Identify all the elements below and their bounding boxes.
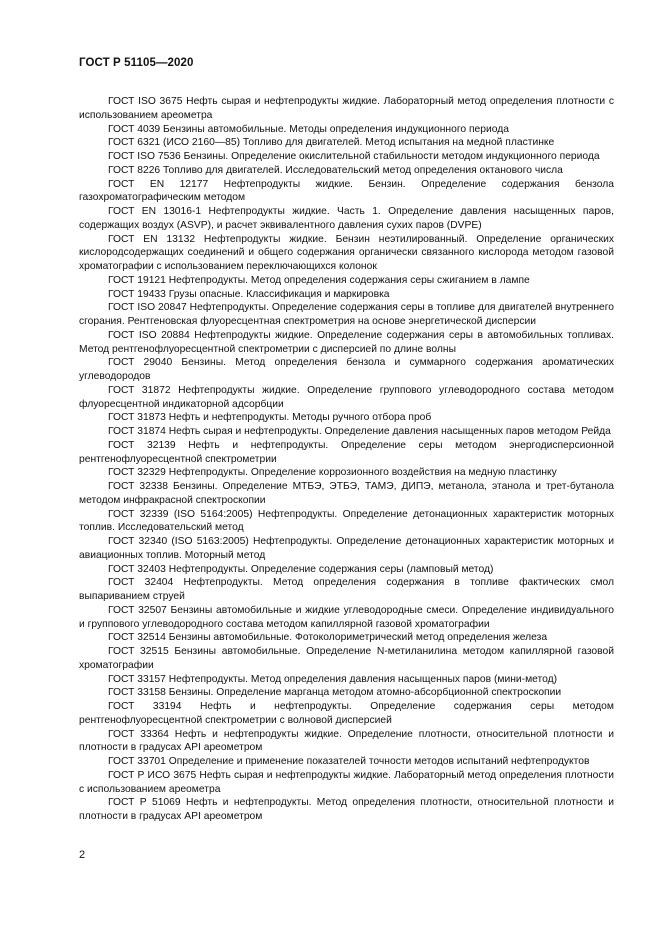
reference-item: ГОСТ ISO 20884 Нефтепродукты жидкие. Определение содержания серы в автомобильных топливах. Метод рентгенофлуоресцентной спектрометрии с дисперсией по длине волны — [79, 329, 614, 355]
reference-item: ГОСТ 8226 Топливо для двигателей. Исследовательский метод определения октанового числа — [108, 164, 563, 176]
reference-item: ГОСТ Р ИСО 3675 Нефть сырая и нефтепродукты жидкие. Лабораторный метод определения плотности с использованием ареометра — [79, 769, 614, 795]
reference-item: ГОСТ EN 13132 Нефтепродукты жидкие. Бензин неэтилированный. Определение органических кислородсодержащих соединений и общего содержания органически связанного кислорода методом газовой хроматографии с использованием переключающихся колонок — [79, 233, 614, 272]
reference-item: ГОСТ 32139 Нефть и нефтепродукты. Определение серы методом энергодисперсионной рентгенофлуоресцентной спектрометрии — [79, 439, 614, 465]
reference-item: ГОСТ 32338 Бензины. Определение МТБЭ, ЭТБЭ, ТАМЭ, ДИПЭ, метанола, этанола и трет-бутанола методом инфракрасной спектроскопии — [79, 481, 614, 506]
reference-item: ГОСТ 32329 Нефтепродукты. Определение коррозионного воздействия на медную пластинку — [108, 467, 557, 479]
reference-item: ГОСТ 19433 Грузы опасные. Классификация и маркировка — [108, 288, 390, 300]
reference-item: ГОСТ ISO 3675 Нефть сырая и нефтепродукты жидкие. Лабораторный метод определения плотности с использованием ареометра — [79, 96, 614, 121]
page-header: ГОСТ Р 51105—2020 — [79, 57, 194, 69]
reference-item: ГОСТ 33158 Бензины. Определение марганца методом атомно-абсорбционной спектроскопии — [108, 687, 562, 699]
reference-item: ГОСТ 33157 Нефтепродукты. Метод определения давления насыщенных паров (мини-метод) — [108, 673, 558, 685]
reference-item: ГОСТ Р 51069 Нефть и нефтепродукты. Метод определения плотности, относительной плотности и плотности в градусах API ареометром — [79, 797, 614, 822]
reference-item: ГОСТ 19121 Нефтепродукты. Метод определения содержания серы сжиганием в лампе — [108, 274, 530, 286]
reference-item: ГОСТ 33364 Нефть и нефтепродукты жидкие. Определение плотности, относительной плотности и плотности в градусах API ареометром — [79, 728, 614, 754]
reference-item: ГОСТ ISO 7536 Бензины. Определение окислительной стабильности методом индукционного периода — [108, 151, 600, 162]
reference-item: ГОСТ EN 12177 Нефтепродукты жидкие. Бензин. Определение содержания бензола газохроматографическим методом — [79, 178, 614, 204]
reference-item: ГОСТ 31873 Нефть и нефтепродукты. Методы ручного отбора проб — [108, 412, 432, 424]
reference-item: ГОСТ 4039 Бензины автомобильные. Методы определения индукционного периода — [108, 123, 509, 135]
reference-item: ГОСТ 32514 Бензины автомобильные. Фотоколориметрический метод определения железа — [108, 632, 548, 644]
reference-item: ГОСТ 32404 Нефтепродукты. Метод определения содержания в топливе фактических смол выпариванием струей — [79, 577, 614, 602]
reference-item: ГОСТ 31874 Нефть сырая и нефтепродукты. Определение давления насыщенных паров методом Рейда — [108, 426, 611, 437]
reference-item: ГОСТ 32339 (ISO 5164:2005) Нефтепродукты. Определение детонационных характеристик моторных топлив. Исследовательский метод — [79, 508, 614, 534]
page-number: 2 — [79, 849, 86, 861]
reference-item: ГОСТ 33701 Определение и применение показателей точности методов испытаний нефтепродуктов — [108, 756, 590, 767]
reference-item: ГОСТ 29040 Бензины. Метод определения бензола и суммарного содержания ароматических углеводородов — [79, 357, 614, 382]
reference-item: ГОСТ 32403 Нефтепродукты. Определение содержания серы (ламповый метод) — [108, 563, 494, 575]
reference-item: ГОСТ 33194 Нефть и нефтепродукты. Определение содержания серы методом рентгенофлуоресцентной спектрометрии с волновой дисперсией — [79, 701, 614, 726]
reference-item: ГОСТ EN 13016-1 Нефтепродукты жидкие. Часть 1. Определение давления насыщенных паров, содержащих воздух (ASVP), и расчет эквивалентного давления сухих паров (DVPE) — [79, 206, 614, 231]
reference-item: ГОСТ 31872 Нефтепродукты жидкие. Определение группового углеводородного состава методом флуоресцентной индикаторной адсорбции — [79, 384, 614, 410]
reference-item: ГОСТ 32515 Бензины автомобильные. Определение N-метиланилина методом капиллярной газовой хроматографии — [79, 646, 614, 671]
reference-list — [79, 95, 614, 824]
reference-item: ГОСТ 6321 (ИСО 2160—85) Топливо для двигателей. Метод испытания на медной пластинке — [108, 137, 555, 149]
reference-item: ГОСТ 32507 Бензины автомобильные и жидкие углеводородные смеси. Определение индивидуального и группового углеводородного состава методом капиллярной газовой хроматографии — [79, 604, 614, 630]
reference-item: ГОСТ ISO 20847 Нефтепродукты. Определение содержания серы в топливе для двигателей внутреннего сгорания. Рентгеновская флуоресцентная спектрометрия на основе энергетической дисперсии — [79, 302, 614, 327]
reference-item: ГОСТ 32340 (ISO 5163:2005) Нефтепродукты. Определение детонационных характеристик моторных и авиационных топлив. Моторный метод — [79, 536, 614, 561]
